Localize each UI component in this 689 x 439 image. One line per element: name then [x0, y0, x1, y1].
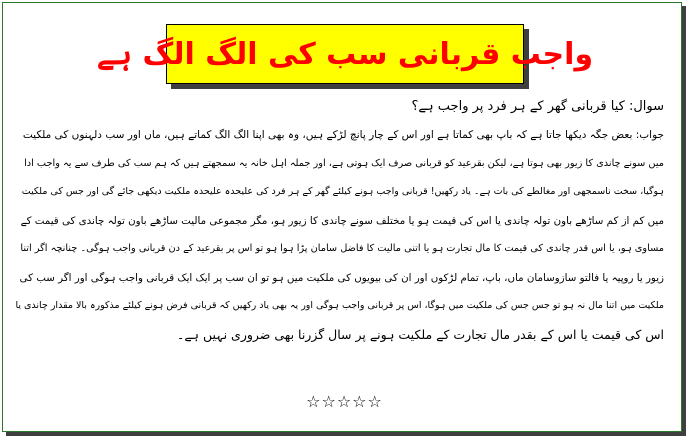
- question-text: سوال: کیا قربانی گھر کے ہر فرد پر واجب ہے؟: [411, 99, 664, 114]
- article-body: [14, 95, 664, 349]
- page-title: واجب قربانی سب کی الگ الگ ہے: [96, 36, 594, 72]
- answer-line: ہوگیا، سخت ناسمجھی اور مغالطے کی بات ہے۔ یاد رکھیں! قربانی واجب ہونے کیلئے گھر کے ہر فرد کی علیحدہ علیحدہ ملکیت دیکھی جائے گی اور جس کی ملکیت: [21, 186, 664, 197]
- answer-line: میں سونے چاندی کا زیور بھی ہوتا ہے، لیکن بقرعید کو قربانی صرف ایک ہوتی ہے، اور جملہ اہل خانہ یہ سمجھتے ہیں کہ ہم سب کی طرف سے یہ واجب ادا: [24, 157, 664, 169]
- answer-line: مساوی ہو، یا اس قدر چاندی کی قیمت کا مال تجارت ہو یا اتنی مالیت کا فاضل سامان پڑا ہوا ہو تو اس پر بقرعید کے دن قربانی واجب ہوگی۔ چنانچہ اگر اتنا: [20, 243, 664, 254]
- star-divider: ☆☆☆☆☆: [306, 392, 383, 411]
- title-banner: [96, 24, 594, 84]
- answer-line: ملکیت میں اتنا مال نہ ہو تو جس جس کی ملکیت میں ہوگا، اس پر قربانی واجب ہوگی اور یہ بھی یاد رکھیں کہ قربانی فرض ہونے کیلئے مذکورہ بالا مقدار چاندی یا: [15, 300, 664, 311]
- answer-line: جواب: بعض جگہ دیکھا جاتا ہے کہ باپ بھی کماتا ہے اور اس کے چار پانچ لڑکے ہیں، وہ بھی اپنا الگ الگ کماتے ہیں، ماں اور سب دلہنوں کی ملکیت: [22, 129, 664, 141]
- answer-line: زیور یا روپیہ یا فالتو سازوسامان ماں، باپ، تمام لڑکوں اور ان کی بیویوں کی ملکیت میں ہو تو ان سب پر ایک ایک قربانی واجب ہوگی اور اگر سب کی: [19, 271, 664, 284]
- answer-line: میں کم از کم ساڑھے باون تولہ چاندی یا اس کی قیمت ہو یا مختلف سونے چاندی کا زیور ہو، مگر مجموعی مالیت ساڑھے باون تولہ چاندی کی قیمت کے: [20, 214, 664, 227]
- answer-line: اس کی قیمت یا اس کے بقدر مال تجارت کے ملکیت ہونے پر سال گزرنا بھی ضروری نہیں ہے۔: [177, 326, 664, 342]
